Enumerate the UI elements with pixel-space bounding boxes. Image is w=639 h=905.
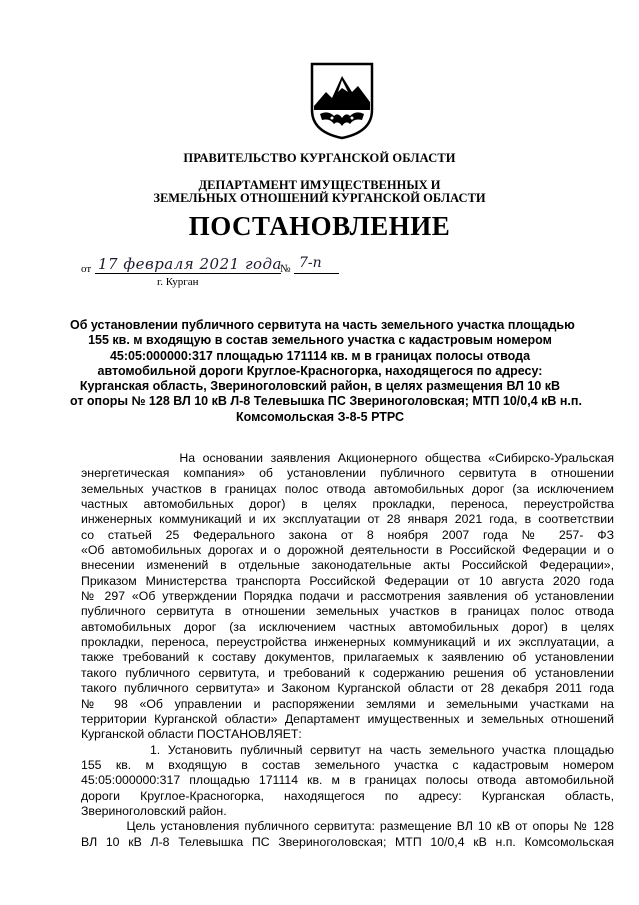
- body-line: 45:05:000000:317 площадью 171114 кв. м в границах полосы отвода автомобильной: [81, 773, 614, 788]
- body-line: Курганской области ПОСТАНОВЛЯЕТ:: [81, 727, 302, 742]
- body-line: На основании заявления Акционерного общества «Сибирско-Уральская: [81, 451, 614, 465]
- body-line: Звериноголовский район.: [81, 803, 227, 818]
- number-label: №: [280, 263, 291, 275]
- body-line: автомобильных дорог (за исключением частных автомобильных дорог) в целях: [81, 619, 614, 634]
- city-label: г. Курган: [157, 276, 199, 288]
- document-number: 7-п: [299, 255, 322, 271]
- document-type-title: ПОСТАНОВЛЕНИЕ: [188, 211, 451, 241]
- subject-line: Курганская область, Звериноголовский район, в целях размещения ВЛ 10 кВ: [79, 379, 561, 394]
- body-line: «Об автомобильных дорогах и о дорожной деятельности в Российской Федерации и о: [81, 543, 614, 558]
- body-line: дороги Круглое-Красногорка, находящегося по адресу: Курганская область,: [81, 788, 614, 803]
- body-line: инженерных коммуникаций и их эксплуатации от 28 января 2021 года, в соответствии: [81, 512, 614, 527]
- number-underline: [294, 273, 339, 274]
- body-line: энергетическая компания» об установлении публичного сервитута в отношении: [81, 466, 614, 481]
- body-line: земельных участков в границах полос отвода автомобильных дорог (за исключением: [81, 481, 614, 496]
- body-line: территории Курганской области» Департамент имущественных и земельных отношений: [81, 711, 614, 726]
- body-line: частных автомобильных дорог) в целях прокладки, переноса, переустройства: [81, 497, 614, 512]
- body-line: 155 кв. м входящую в состав земельного участка с кадастровым номером: [81, 757, 614, 772]
- government-name: ПРАВИТЕЛЬСТВО КУРГАНСКОЙ ОБЛАСТИ: [183, 151, 456, 165]
- subject-line: 45:05:000000:317 площадью 171114 кв. м в границах полосы отвода: [109, 348, 531, 363]
- subject-line: 155 кв. м входящую в состав земельного участка с кадастровым номером: [88, 333, 552, 348]
- body-line: № 297 «Об утверждении Порядка подачи и рассмотрения заявления об установлении: [81, 589, 614, 604]
- body-line: прокладки, переноса, переустройства инженерных коммуникаций и их эксплуатации, а: [81, 635, 614, 650]
- body-line: такого публичного сервитута, и требований к содержанию решения об установлении: [81, 665, 614, 680]
- subject-line: автомобильной дороги Круглое-Красногорка, находящегося по адресу:: [97, 363, 543, 378]
- subject-line: Об установлении публичного сервитута на часть земельного участка площадью: [70, 318, 575, 332]
- department-name-line-2: ЗЕМЕЛЬНЫХ ОТНОШЕНИЙ КУРГАНСКОЙ ОБЛАСТИ: [153, 191, 486, 205]
- body-line: публичного сервитута в отношении земельных участков в границах полос отвода: [81, 604, 614, 619]
- document-body: [81, 451, 614, 850]
- body-line: внесении изменений в отдельные законодательные акты Российской Федерации»,: [81, 558, 614, 573]
- date-underline: [95, 273, 281, 274]
- body-line: также требований к составу документов, прилагаемых к заявлению об установлении: [81, 650, 614, 665]
- document-subject: [70, 318, 582, 425]
- body-line: 1. Установить публичный сервитут на часть земельного участка площадью: [81, 742, 614, 757]
- department-name-line-1: ДЕПАРТАМЕНТ ИМУЩЕСТВЕННЫХ И: [198, 178, 441, 192]
- subject-line: Комсомольская З-8-5 РТРС: [236, 409, 404, 424]
- date-from-label: от: [81, 263, 92, 275]
- kurgan-coat-of-arms-icon: [308, 62, 376, 140]
- body-line: Приказом Министерства транспорта Российской Федерации от 10 августа 2020 года: [81, 573, 614, 588]
- document-date: 17 февраля 2021 года: [98, 255, 283, 273]
- body-line: Цель установления публичного сервитута: размещение ВЛ 10 кВ от опоры № 128: [81, 819, 614, 834]
- body-line: ВЛ 10 кВ Л-8 Телевышка ПС Звериноголовская; МТП 10/0,4 кВ н.п. Комсомольская: [81, 834, 614, 849]
- body-line: № 98 «Об управлении и распоряжении землями и земельными участками на: [81, 696, 614, 711]
- body-line: такого публичного сервитута» и Законом Курганской области от 28 декабря 2011 года: [81, 681, 614, 696]
- subject-line: от опоры № 128 ВЛ 10 кВ Л-8 Телевышка ПС Звериноголовская; МТП 10/0,4 кВ н.п.: [70, 394, 582, 409]
- date-number-row: [81, 257, 381, 277]
- body-line: со статьей 25 Федерального закона от 8 ноября 2007 года № 257- ФЗ: [81, 527, 614, 542]
